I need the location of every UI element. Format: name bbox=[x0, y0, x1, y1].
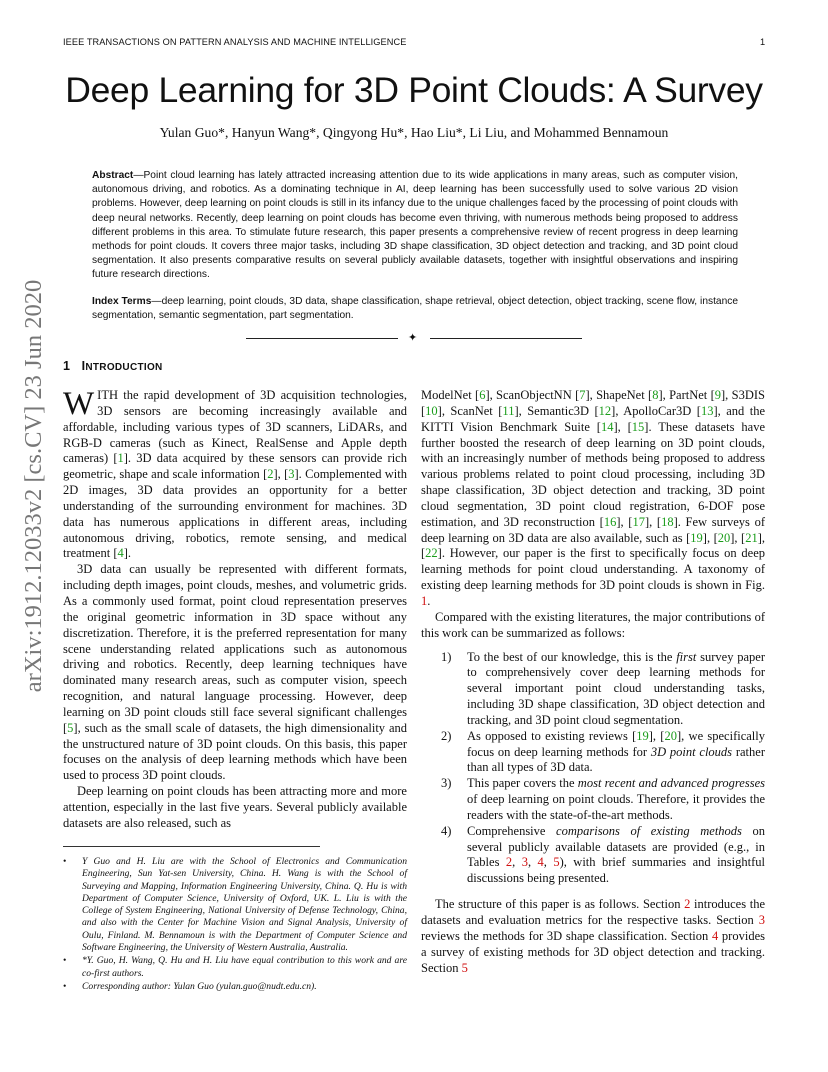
citation-link[interactable]: 19 bbox=[690, 530, 703, 545]
cross-reference-link[interactable]: 2 bbox=[684, 897, 691, 912]
page-number: 1 bbox=[760, 37, 766, 47]
footnote-equal-contribution: • *Y. Guo, H. Wang, Q. Hu and H. Liu have equal contribution to this work and are co-first authors. bbox=[63, 955, 407, 979]
bullet-icon: • bbox=[63, 856, 67, 867]
intro-paragraph-6: The structure of this paper is as follows. Section 2 introduces the datasets and evaluation metrics for the respective tasks. Section 3 reviews the methods for 3D shape classification. Section 4 provides a survey of existing methods for 3D object detection and tracking. Section 5 bbox=[421, 897, 765, 975]
author-list: Yulan Guo*, Hanyun Wang*, Qingyong Hu*, Hao Liu*, Li Liu, and Mohammed Bennamoun bbox=[159, 125, 669, 140]
contribution-item: 1) To the best of our knowledge, this is the first survey paper to comprehensively cover deep learning methods for several important point cloud understanding tasks, including 3D shape classification, 3D object detection and tracking, and 3D point cloud segmentation. bbox=[441, 649, 765, 727]
citation-link[interactable]: 21 bbox=[745, 530, 758, 545]
abstract bbox=[92, 169, 738, 283]
citation-link[interactable]: 18 bbox=[661, 514, 674, 529]
citation-link[interactable]: 20 bbox=[717, 530, 731, 545]
citation-link[interactable]: 17 bbox=[632, 514, 645, 529]
footnote-affiliations: • Y Guo and H. Liu are with the School of Electronics and Communication Engineering, Sun Yat-sen University, China. H. Wang is with the School of Surveying and Mapping, Information Engineering University, China. Q. Hu is with Department of Computer Science, University of Oxford, UK. L. Liu is with the College of System Engineering, National University of Defense Technology, China, and also with the Center for Machine Vision and Signal Analysis, University of Oulu, Finland. M. Bennamoun is with the Department of Computer Science and Software Engineering, the University of Western Australia, Australia. bbox=[63, 856, 407, 954]
citation-link[interactable]: 1 bbox=[117, 451, 124, 466]
section-title-rest: NTRODUCTION bbox=[85, 362, 163, 373]
citation-link[interactable]: 9 bbox=[714, 388, 722, 402]
contribution-item: 2) As opposed to existing reviews [19], [20], we specifically focus on deep learning methods for 3D point clouds rather than all types of 3D data. bbox=[441, 728, 765, 775]
footnotes bbox=[63, 856, 407, 994]
paper-title: Deep Learning for 3D Point Clouds: A Survey bbox=[65, 70, 763, 110]
right-column bbox=[421, 388, 765, 976]
arxiv-stamp bbox=[4, 279, 64, 693]
cross-reference-link[interactable]: 3 bbox=[758, 913, 765, 927]
running-header: IEEE TRANSACTIONS ON PATTERN ANALYSIS AND MACHINE INTELLIGENCE bbox=[63, 37, 407, 47]
arxiv-stamp-text: arXiv:1912.12033v2 [cs.CV] 23 Jun 2020 bbox=[20, 279, 47, 693]
cross-reference-link[interactable]: 5 bbox=[553, 855, 560, 870]
bullet-icon: • bbox=[63, 980, 67, 992]
index-terms-label: Index Terms bbox=[92, 296, 152, 307]
intro-paragraph-4: ModelNet [6], ScanObjectNN [7], ShapeNet [8], PartNet [9], S3DIS [10], ScanNet [11], Semantic3D [12], ApolloCar3D [13], and the KITTI Vision Benchmark Suite [14], [15]. These datasets have further boosted the research of deep learning on 3D point clouds, with an increasingly number of methods being proposed to address various problems related to point cloud processing, including 3D shape classification, 3D object detection and tracking, 3D point cloud segmentation, 3D point cloud registration, 6-DOF pose estimation, and 3D reconstruction [16], [17], [18]. Few surveys of deep learning on 3D data are also available, such as [19], [20], [21], [22]. However, our paper is the first to specifically focus on deep learning methods for point cloud understanding. A taxonomy of existing deep learning methods for 3D point clouds is shown in Fig. 1. bbox=[421, 388, 766, 608]
abstract-text: —Point cloud learning has lately attracted increasing attention due to its wide applications in many areas, such as computer vision, autonomous driving, and robotics. As a dominating technique in AI, deep learning has been successfully used to solve various 2D vision problems. However, deep learning on point clouds is still in its infancy due to the unique challenges faced by the processing of point clouds with deep neural networks. Recently, deep learning on point clouds has become even thriving, with numerous methods being proposed to address different problems in this area. To stimulate future research, this paper presents a comprehensive review of recent progress in deep learning methods for point clouds. It covers three major tasks, including 3D shape classification, 3D object detection and tracking, and 3D point cloud segmentation. It also presents comparative results on several publicly available datasets, together with insightful observations and inspiring future research directions. bbox=[92, 170, 738, 281]
cross-reference-link[interactable]: 4 bbox=[711, 928, 719, 943]
separator-line-right bbox=[430, 338, 582, 339]
emphasis-text: most recent and advanced progresses bbox=[577, 776, 765, 791]
citation-link[interactable]: 6 bbox=[479, 388, 486, 402]
citation-link[interactable]: 8 bbox=[652, 388, 659, 402]
cross-reference-link[interactable]: 5 bbox=[461, 960, 468, 975]
citation-link[interactable]: 12 bbox=[598, 403, 612, 418]
citation-link[interactable]: 13 bbox=[700, 403, 714, 418]
cross-reference-link[interactable]: 2 bbox=[505, 855, 513, 870]
cross-reference-link[interactable]: 4 bbox=[537, 855, 544, 870]
citation-link[interactable]: 2 bbox=[267, 467, 274, 482]
section-heading bbox=[63, 359, 163, 373]
cross-reference-link[interactable]: 1 bbox=[421, 593, 428, 608]
intro-paragraph-3: Deep learning on point clouds has been attracting more and more attention, especially in the last five years. Several publicly available datasets are also released, such as bbox=[63, 784, 407, 830]
section-title-initial: I bbox=[81, 359, 86, 373]
emphasis-text: first bbox=[676, 649, 697, 664]
citation-link[interactable]: 5 bbox=[67, 720, 74, 735]
citation-link[interactable]: 7 bbox=[579, 388, 586, 402]
citation-link[interactable]: 22 bbox=[425, 546, 438, 561]
emphasis-text: comparisons of existing methods bbox=[556, 823, 742, 838]
contribution-item: 3) This paper covers the most recent and advanced progresses of deep learning on point clouds. Therefore, it provides the readers with the state-of-the-art methods. bbox=[441, 776, 765, 822]
citation-link[interactable]: 4 bbox=[117, 546, 124, 561]
citation-link[interactable]: 10 bbox=[425, 403, 438, 418]
index-terms-text: —deep learning, point clouds, 3D data, shape classification, shape retrieval, object detection, object tracking, scene flow, instance segmentation, semantic segmentation, part segmentation. bbox=[92, 296, 738, 322]
intro-paragraph-1: WITH the rapid development of 3D acquisition technologies, 3D sensors are becoming increasingly available and affordable, including various types of 3D scanners, LiDARs, and RGB-D cameras (such as Kinect, RealSense and Apple depth cameras) [1]. 3D data acquired by these sensors can provide rich geometric, shape and scale information [2], [3]. Complemented with 2D images, 3D data provides an opportunity for a better understanding of the surrounding environment for machines. 3D data has numerous applications in different areas, including autonomous driving, robotics, remote sensing, and medical treatment [4]. bbox=[63, 386, 407, 561]
intro-paragraph-2: 3D data can usually be represented with different formats, including depth images, point clouds, meshes, and volumetric grids. As a commonly used format, point cloud representation preserves the original geometric information in 3D space without any discretization. Therefore, it is the preferred representation for many scene understanding related applications such as autonomous driving and robotics. Recently, deep learning techniques have dominated many research areas, such as computer vision, speech recognition, and natural language processing. However, deep learning on 3D point clouds still face several significant challenges [5], such as the small scale of datasets, the high dimensionality and the unstructured nature of 3D point clouds. On this basis, this paper focuses on the analysis of deep learning methods which have been used to process 3D point clouds. bbox=[63, 562, 407, 783]
citation-link[interactable]: 20 bbox=[664, 728, 677, 743]
separator-diamond-icon: ✦ bbox=[408, 332, 418, 344]
citation-link[interactable]: 11 bbox=[502, 403, 515, 418]
citation-link[interactable]: 19 bbox=[636, 728, 649, 743]
contribution-item: 4) Comprehensive comparisons of existing methods on several publicly available datasets are provided (e.g., in Tables 2, 3, 4, 5), with brief summaries and insightful discussions being presented. bbox=[441, 823, 765, 886]
drop-cap: W bbox=[63, 386, 95, 422]
contribution-list bbox=[421, 650, 765, 888]
index-terms bbox=[92, 295, 738, 323]
bullet-icon: • bbox=[63, 955, 67, 967]
left-column bbox=[63, 388, 407, 832]
section-number: 1 bbox=[63, 359, 71, 373]
citation-link[interactable]: 16 bbox=[603, 514, 617, 529]
emphasis-text: 3D point clouds bbox=[650, 744, 733, 759]
cross-reference-link[interactable]: 3 bbox=[521, 855, 528, 870]
footnote-corresponding-author: • Corresponding author: Yulan Guo (yulan.guo@nudt.edu.cn). bbox=[63, 980, 317, 992]
citation-link[interactable]: 14 bbox=[600, 419, 614, 434]
intro-paragraph-5: Compared with the existing literatures, the major contributions of this work can be summarized as follows: bbox=[421, 609, 765, 640]
citation-link[interactable]: 3 bbox=[288, 467, 295, 482]
separator-line-left bbox=[246, 338, 398, 339]
abstract-label: Abstract bbox=[92, 170, 134, 181]
citation-link[interactable]: 15 bbox=[631, 419, 645, 434]
footnote-rule bbox=[63, 846, 320, 847]
